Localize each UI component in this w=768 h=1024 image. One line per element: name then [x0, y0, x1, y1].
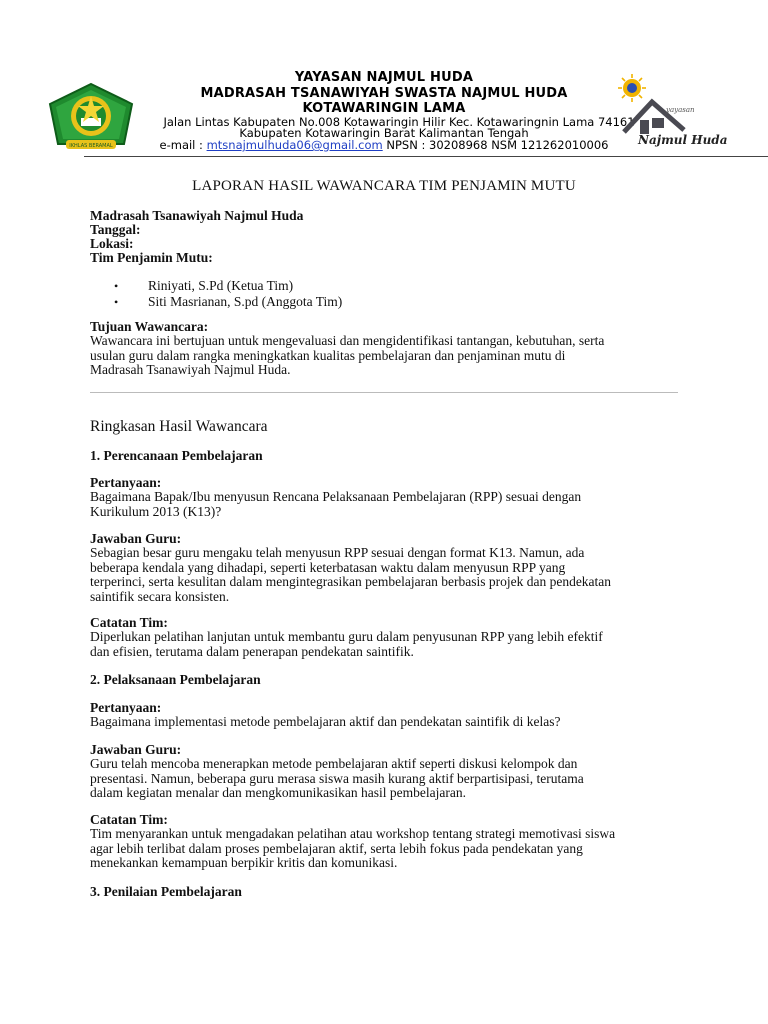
section-2-heading: 2. Pelaksanaan Pembelajaran	[90, 672, 261, 687]
school-ids: NPSN : 30208968 NSM 121262010006	[382, 138, 609, 152]
text-line: saintifik secara konsisten.	[90, 588, 230, 604]
section-2-answer	[90, 757, 690, 801]
text-line: dalam kegiatan menalar dan mengkomunikasikan hasil pembelajaran.	[90, 785, 466, 801]
section-1-note-label: Catatan Tim:	[90, 615, 168, 630]
address-line-1: Jalan Lintas Kabupaten No.008 Kotawaringin Hilir Kec. Kotawaringnin Lama 74161	[163, 115, 635, 129]
section-1-question-label: Pertanyaan:	[90, 475, 162, 490]
text-line: Bagaimana implementasi metode pembelajaran aktif dan pendekatan saintifik di kelas?	[90, 714, 561, 729]
section-1-answer	[90, 546, 690, 604]
list-item: • Siti Masrianan, S.pd (Anggota Tim)	[148, 294, 342, 310]
summary-heading: Ringkasan Hasil Wawancara	[90, 418, 268, 435]
section-1-question	[90, 490, 690, 519]
text-line: presentasi. Namun, beberapa guru merasa siswa masih kurang aktif berpartisipasi, terutama	[90, 770, 584, 786]
logo-small-text: yayasan	[666, 106, 695, 114]
section-2-question-label: Pertanyaan:	[90, 700, 162, 715]
text-line: Sebagian besar guru mengaku telah menyusun RPP sesuai dengan format K13. Namun, ada	[90, 545, 585, 560]
email-label: e-mail :	[159, 138, 207, 152]
document-title: LAPORAN HASIL WAWANCARA TIM PENJAMIN MUTU	[192, 178, 576, 194]
text-line: Bagaimana Bapak/Ibu menyusun Rencana Pelaksanaan Pembelajaran (RPP) sesuai dengan	[90, 489, 582, 504]
email-link[interactable]: mtsnajmulhuda06@gmail.com	[206, 138, 383, 152]
section-divider	[90, 392, 678, 393]
purpose-text	[90, 334, 690, 378]
section-1-heading: 1. Perencanaan Pembelajaran	[90, 448, 263, 463]
section-2-note	[90, 827, 690, 871]
svg-text:IKHLAS BERAMAL: IKHLAS BERAMAL	[69, 143, 113, 149]
text-line: Kurikulum 2013 (K13)?	[90, 503, 222, 519]
letterhead-divider	[84, 156, 768, 157]
section-2-question	[90, 715, 690, 730]
location-label: Lokasi:	[90, 236, 134, 251]
text-line: Tim menyarankan untuk mengadakan pelatihan atau workshop tentang strategi memotivasi siswa	[90, 826, 616, 841]
section-1-note	[90, 630, 690, 659]
text-line: menekankan kemampuan berpikir kritis dan komunikasi.	[90, 855, 398, 871]
text-line: beberapa kendala yang dihadapi, seperti keterbatasan waktu dalam menyusun RPP yang	[90, 559, 566, 575]
letterhead	[0, 60, 768, 160]
list-item: • Riniyati, S.Pd (Ketua Tim)	[148, 278, 342, 294]
text-line: Guru telah mencoba menerapkan metode pembelajaran aktif seperti diskusi kelompok dan	[90, 756, 578, 771]
text-line: usulan guru dalam rangka meningkatkan kualitas pembelajaran dan penjaminan mutu di	[90, 347, 566, 363]
section-1-answer-label: Jawaban Guru:	[90, 531, 182, 546]
yayasan-logo-icon	[612, 72, 728, 158]
team-member-list	[90, 278, 342, 310]
foundation-name: YAYASAN NAJMUL HUDA	[294, 70, 474, 85]
logo-brand-text: Najmul Huda	[638, 133, 728, 147]
date-label: Tanggal:	[90, 222, 141, 237]
text-line: agar lebih terlibat dalam proses pembelajaran aktif, serta lebih fokus pada pendekatan yang	[90, 840, 583, 856]
section-3-heading: 3. Penilaian Pembelajaran	[90, 884, 242, 899]
school-name-line: Madrasah Tsanawiyah Najmul Huda	[90, 208, 304, 223]
purpose-label: Tujuan Wawancara:	[90, 319, 209, 334]
city-name: KOTAWARINGIN LAMA	[302, 101, 466, 116]
address-line-2: Kabupaten Kotawaringin Barat Kalimantan Tengah	[239, 126, 529, 140]
section-2-note-label: Catatan Tim:	[90, 812, 168, 827]
text-line: Diperlukan pelatihan lanjutan untuk membantu guru dalam penyusunan RPP yang lebih efektif	[90, 629, 603, 644]
text-line: terperinci, serta kesulitan dalam mengintegrasikan pembelajaran berbasis projek dan pendekatan	[90, 574, 612, 590]
section-2-answer-label: Jawaban Guru:	[90, 742, 182, 757]
team-label: Tim Penjamin Mutu:	[90, 250, 213, 265]
school-name: MADRASAH TSANAWIYAH SWASTA NAJMUL HUDA	[200, 86, 568, 101]
text-line: Wawancara ini bertujuan untuk mengevaluasi dan mengidentifikasi tantangan, kebutuhan, serta	[90, 333, 605, 348]
text-line: dan efisien, terutama dalam penerapan pendekatan saintifik.	[90, 643, 414, 659]
text-line: Madrasah Tsanawiyah Najmul Huda.	[90, 362, 291, 378]
